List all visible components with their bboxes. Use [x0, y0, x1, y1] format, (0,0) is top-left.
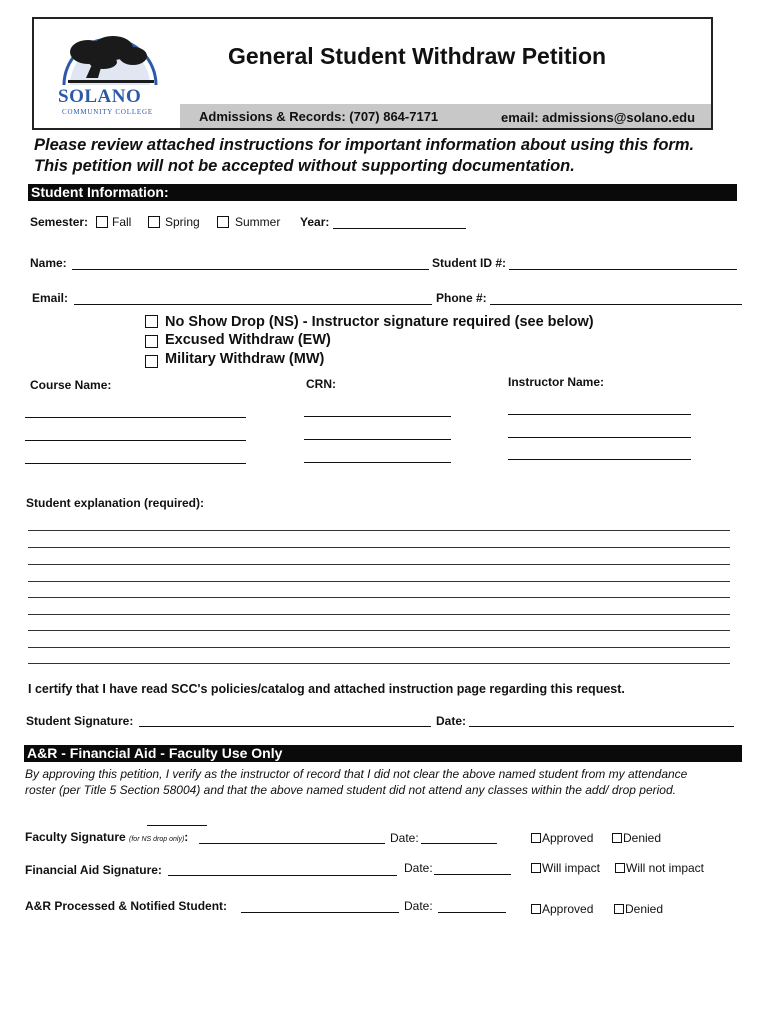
- instructor-field-1[interactable]: [508, 414, 691, 415]
- year-label: Year:: [300, 215, 330, 229]
- mw-checkbox[interactable]: [145, 355, 158, 368]
- faculty-signature-field[interactable]: [199, 843, 385, 844]
- explanation-line-5[interactable]: [28, 597, 730, 598]
- instructions-line-2: This petition will not be accepted without supporting documentation.: [34, 157, 575, 175]
- spring-label: Spring: [165, 215, 200, 229]
- ns-checkbox[interactable]: [145, 315, 158, 328]
- mw-label: Military Withdraw (MW): [165, 351, 325, 367]
- instructions-line-1: Please review attached instructions for important information about using this form.: [34, 136, 695, 154]
- faculty-date-field[interactable]: [421, 843, 497, 844]
- student-info-heading: Student Information:: [28, 184, 737, 201]
- ar-approved-checkbox[interactable]: [531, 904, 541, 914]
- college-logo: [58, 30, 163, 120]
- financial-aid-date-field[interactable]: [434, 874, 511, 875]
- faculty-signature-colon: :: [184, 830, 189, 844]
- faculty-signature-label: [25, 830, 188, 844]
- ar-approved-label: Approved: [542, 902, 594, 916]
- student-date-label: Date:: [436, 714, 467, 728]
- ar-processed-field[interactable]: [241, 912, 399, 913]
- phone-label: Phone #:: [436, 291, 487, 305]
- email-field[interactable]: [74, 304, 432, 305]
- course-name-label: Course Name:: [30, 378, 112, 392]
- student-signature-field[interactable]: [139, 726, 431, 727]
- will-impact-label: Will impact: [542, 861, 601, 875]
- student-date-field[interactable]: [469, 726, 734, 727]
- crn-field-3[interactable]: [304, 462, 451, 463]
- explanation-line-2[interactable]: [28, 547, 730, 548]
- fall-label: Fall: [112, 215, 132, 229]
- crn-label: CRN:: [306, 377, 336, 391]
- faculty-approved-checkbox[interactable]: [531, 833, 541, 843]
- year-field[interactable]: [333, 228, 466, 229]
- course-name-field-1[interactable]: [25, 417, 246, 418]
- semester-label: Semester:: [30, 215, 89, 229]
- faculty-signature-text: Faculty Signature: [25, 830, 126, 844]
- student-id-label: Student ID #:: [432, 256, 506, 270]
- faculty-signature-note: (for NS drop only): [129, 836, 185, 843]
- faculty-denied-checkbox[interactable]: [612, 833, 622, 843]
- phone-field[interactable]: [490, 304, 742, 305]
- ar-date-field[interactable]: [438, 912, 506, 913]
- instructor-verification-statement: By approving this petition, I verify as the instructor of record that I did not clear the above named student from my attendance roster (per Title 5 Section 58004) and that the above named student did not attend any classes within the add/ drop period.: [25, 767, 688, 797]
- ew-label: Excused Withdraw (EW): [165, 332, 331, 348]
- explanation-label: Student explanation (required):: [26, 496, 205, 510]
- ns-label: No Show Drop (NS) - Instructor signature required (see below): [165, 314, 594, 330]
- office-use-heading: A&R - Financial Aid - Faculty Use Only: [24, 745, 742, 762]
- summer-checkbox[interactable]: [217, 216, 229, 228]
- ew-checkbox[interactable]: [145, 335, 158, 348]
- certify-statement: I certify that I have read SCC's policies/catalog and attached instruction page regarding this request.: [28, 682, 625, 696]
- crn-field-2[interactable]: [304, 439, 451, 440]
- explanation-line-9[interactable]: [28, 663, 730, 664]
- will-not-impact-checkbox[interactable]: [615, 863, 625, 873]
- financial-aid-signature-label: Financial Aid Signature:: [25, 863, 162, 877]
- instructor-field-2[interactable]: [508, 437, 691, 438]
- faculty-date-label: Date:: [390, 831, 419, 845]
- explanation-line-8[interactable]: [28, 647, 730, 648]
- student-signature-label: Student Signature:: [26, 714, 134, 728]
- name-field[interactable]: [72, 269, 429, 270]
- spring-checkbox[interactable]: [148, 216, 160, 228]
- explanation-line-7[interactable]: [28, 630, 730, 631]
- course-name-field-3[interactable]: [25, 463, 246, 464]
- ar-date-label: Date:: [404, 899, 433, 913]
- financial-aid-date-label: Date:: [404, 861, 433, 875]
- name-label: Name:: [30, 256, 67, 270]
- ar-processed-label: A&R Processed & Notified Student:: [25, 899, 228, 913]
- ar-denied-label: Denied: [625, 902, 664, 916]
- tree-logo-icon: [58, 30, 163, 90]
- student-id-field[interactable]: [509, 269, 737, 270]
- explanation-line-3[interactable]: [28, 564, 730, 565]
- summer-label: Summer: [235, 215, 281, 229]
- explanation-line-1[interactable]: [28, 530, 730, 531]
- faculty-approved-label: Approved: [542, 831, 594, 845]
- ar-denied-checkbox[interactable]: [614, 904, 624, 914]
- fall-checkbox[interactable]: [96, 216, 108, 228]
- form-title: General Student Withdraw Petition: [228, 43, 607, 69]
- logo-subtitle: COMMUNITY COLLEGE: [62, 108, 153, 116]
- financial-aid-signature-field[interactable]: [168, 875, 397, 876]
- will-impact-checkbox[interactable]: [531, 863, 541, 873]
- crn-field-1[interactable]: [304, 416, 451, 417]
- admissions-phone: Admissions & Records: (707) 864-7171: [199, 109, 439, 124]
- instructor-field-3[interactable]: [508, 459, 691, 460]
- will-not-impact-label: Will not impact: [626, 861, 705, 875]
- course-name-field-2[interactable]: [25, 440, 246, 441]
- email-label: Email:: [32, 291, 69, 305]
- explanation-line-4[interactable]: [28, 581, 730, 582]
- statement-underline: [147, 825, 207, 826]
- explanation-line-6[interactable]: [28, 614, 730, 615]
- instructor-name-label: Instructor Name:: [508, 375, 605, 389]
- logo-name: SOLANO: [58, 86, 142, 107]
- faculty-denied-label: Denied: [623, 831, 662, 845]
- admissions-email: email: admissions@solano.edu: [501, 110, 696, 125]
